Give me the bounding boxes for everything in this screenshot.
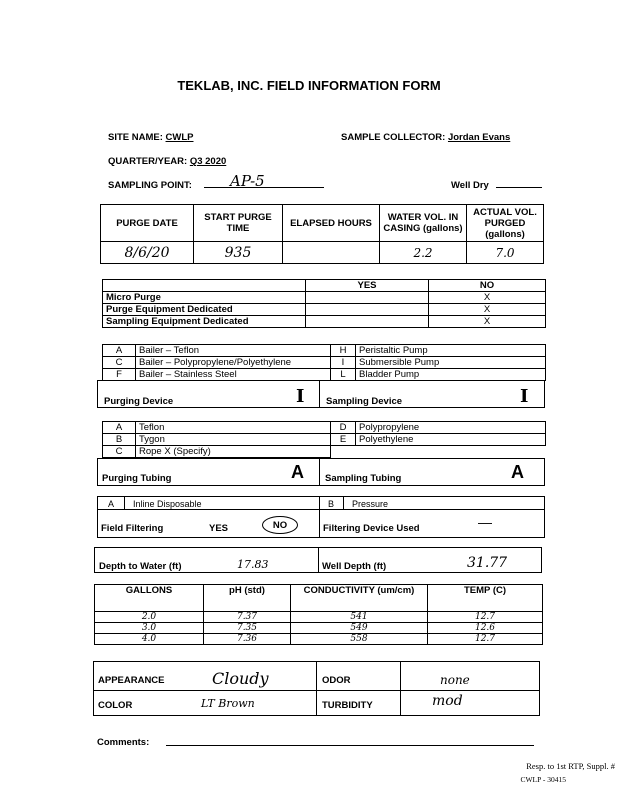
odor-value[interactable]: none <box>440 673 470 687</box>
device-option: Bailer – Teflon <box>136 345 331 357</box>
well-depth-value[interactable]: 31.77 <box>467 555 508 571</box>
site-name-field <box>108 132 194 143</box>
purge-equipment-dedicated-no[interactable]: X <box>429 304 546 316</box>
sampling-equipment-dedicated-yes[interactable] <box>306 316 429 328</box>
comments-line[interactable] <box>166 745 534 746</box>
sampling-tubing-value[interactable]: A <box>511 462 524 482</box>
device-options-table <box>102 344 546 381</box>
purging-tubing-label: Purging Tubing <box>102 473 172 484</box>
micro-purge-label: Micro Purge <box>103 292 306 304</box>
appearance-label: APPEARANCE <box>98 675 165 686</box>
color-value[interactable]: LT Brown <box>201 697 255 710</box>
temp-cell[interactable]: 12.6 <box>428 623 543 634</box>
sample-collector-label: SAMPLE COLLECTOR: <box>341 132 446 143</box>
ph-cell[interactable]: 7.35 <box>204 623 291 634</box>
sampling-equipment-dedicated-no[interactable]: X <box>429 316 546 328</box>
device-code: L <box>331 369 356 381</box>
actual-vol-header: ACTUAL VOL. PURGED (gallons) <box>467 205 544 242</box>
device-option: Bailer – Stainless Steel <box>136 369 331 381</box>
micro-purge-yes[interactable] <box>306 292 429 304</box>
well-dry-label: Well Dry <box>451 180 489 191</box>
device-option: Bailer – Polypropylene/Polyethylene <box>136 357 331 369</box>
device-code: C <box>103 357 136 369</box>
well-depth-label: Well Depth (ft) <box>322 561 387 572</box>
filtering-device-label: Filtering Device Used <box>323 523 420 534</box>
device-code: H <box>331 345 356 357</box>
ph-header: pH (std) <box>204 585 291 612</box>
sampling-device-label: Sampling Device <box>326 396 403 407</box>
purge-equipment-dedicated-yes[interactable] <box>306 304 429 316</box>
device-option: Peristaltic Pump <box>356 345 546 357</box>
footer-reference: Resp. to 1st RTP, Suppl. # <box>526 761 615 771</box>
gallons-cell[interactable]: 3.0 <box>95 623 204 634</box>
turbidity-value[interactable]: mod <box>432 693 463 709</box>
sampling-tubing-label: Sampling Tubing <box>325 473 402 484</box>
table-row <box>95 634 543 645</box>
equipment-yes-header: YES <box>306 280 429 292</box>
ph-cell[interactable]: 7.37 <box>204 612 291 623</box>
depth-to-water-value[interactable]: 17.83 <box>237 558 269 571</box>
filtering-device-value[interactable]: — <box>478 514 492 530</box>
water-vol-header: WATER VOL. IN CASING (gallons) <box>380 205 467 242</box>
gallons-cell[interactable]: 2.0 <box>95 612 204 623</box>
conductivity-cell[interactable]: 549 <box>291 623 428 634</box>
tubing-code: E <box>331 434 356 446</box>
temp-header: TEMP (C) <box>428 585 543 612</box>
ph-cell[interactable]: 7.36 <box>204 634 291 645</box>
purging-device-value[interactable]: I <box>296 386 305 407</box>
gallons-header: GALLONS <box>95 585 204 612</box>
start-purge-time-value[interactable]: 935 <box>194 242 283 264</box>
micro-purge-no[interactable]: X <box>429 292 546 304</box>
filter-code-b: B <box>328 499 335 509</box>
tubing-code: B <box>103 434 136 446</box>
temp-cell[interactable]: 12.7 <box>428 634 543 645</box>
sampling-equipment-dedicated-label: Sampling Equipment Dedicated <box>103 316 306 328</box>
sampling-point-value[interactable]: AP-5 <box>230 172 265 190</box>
device-code: I <box>331 357 356 369</box>
site-name-value[interactable]: CWLP <box>165 132 194 143</box>
equipment-table <box>102 279 546 328</box>
tubing-code: C <box>103 446 136 458</box>
device-code: F <box>103 369 136 381</box>
comments-label: Comments: <box>97 737 150 748</box>
tubing-options-table <box>102 421 546 458</box>
actual-vol-value[interactable]: 7.0 <box>467 242 544 264</box>
turbidity-label: TURBIDITY <box>322 700 373 711</box>
device-option: Submersible Pump <box>356 357 546 369</box>
sampling-device-value[interactable]: I <box>520 386 529 407</box>
readings-table <box>94 584 543 645</box>
tubing-option: Tygon <box>136 434 331 446</box>
table-row <box>95 623 543 634</box>
elapsed-hours-header: ELAPSED HOURS <box>283 205 380 242</box>
form-title: TEKLAB, INC. FIELD INFORMATION FORM <box>177 78 441 93</box>
conductivity-header: CONDUCTIVITY (um/cm) <box>291 585 428 612</box>
purge-table <box>100 204 544 264</box>
quarter-year-field <box>108 156 226 167</box>
conductivity-cell[interactable]: 541 <box>291 612 428 623</box>
purge-date-value[interactable]: 8/6/20 <box>101 242 194 264</box>
elapsed-hours-value[interactable] <box>283 242 380 264</box>
quarter-year-label: QUARTER/YEAR: <box>108 156 188 167</box>
device-option: Bladder Pump <box>356 369 546 381</box>
tubing-code: D <box>331 422 356 434</box>
color-label: COLOR <box>98 700 133 711</box>
tubing-option: Polypropylene <box>356 422 546 434</box>
tubing-option: Teflon <box>136 422 331 434</box>
water-vol-value[interactable]: 2.2 <box>380 242 467 264</box>
purging-device-label: Purging Device <box>104 396 174 407</box>
purging-tubing-value[interactable]: A <box>291 462 304 482</box>
device-code: A <box>103 345 136 357</box>
table-row <box>95 612 543 623</box>
sampling-point-label: SAMPLING POINT: <box>108 180 192 191</box>
tubing-option: Polyethylene <box>356 434 546 446</box>
equipment-no-header: NO <box>429 280 546 292</box>
filter-code-a: A <box>108 499 115 509</box>
gallons-cell[interactable]: 4.0 <box>95 634 204 645</box>
footer-bates-number: CWLP - 30415 <box>520 775 566 784</box>
sample-collector-field <box>341 132 510 143</box>
purge-date-header: PURGE DATE <box>101 205 194 242</box>
tubing-option: Rope X (Specify) <box>136 446 331 458</box>
odor-label: ODOR <box>322 675 351 686</box>
quarter-year-value[interactable]: Q3 2020 <box>189 156 227 167</box>
depth-to-water-label: Depth to Water (ft) <box>99 561 182 572</box>
field-filtering-no-circled[interactable]: NO <box>262 516 298 534</box>
start-purge-time-header: START PURGE TIME <box>194 205 283 242</box>
appearance-value[interactable]: Cloudy <box>212 669 269 688</box>
filter-option-inline: Inline Disposable <box>133 499 202 509</box>
conductivity-cell[interactable]: 558 <box>291 634 428 645</box>
filter-option-pressure: Pressure <box>352 499 389 509</box>
field-filtering-yes[interactable]: YES <box>209 523 229 534</box>
well-dry-blank[interactable] <box>496 187 542 188</box>
site-name-label: SITE NAME: <box>108 132 163 143</box>
purge-equipment-dedicated-label: Purge Equipment Dedicated <box>103 304 306 316</box>
temp-cell[interactable]: 12.7 <box>428 612 543 623</box>
field-filtering-label: Field Filtering <box>101 523 164 534</box>
sample-collector-value[interactable]: Jordan Evans <box>447 132 511 143</box>
tubing-code: A <box>103 422 136 434</box>
